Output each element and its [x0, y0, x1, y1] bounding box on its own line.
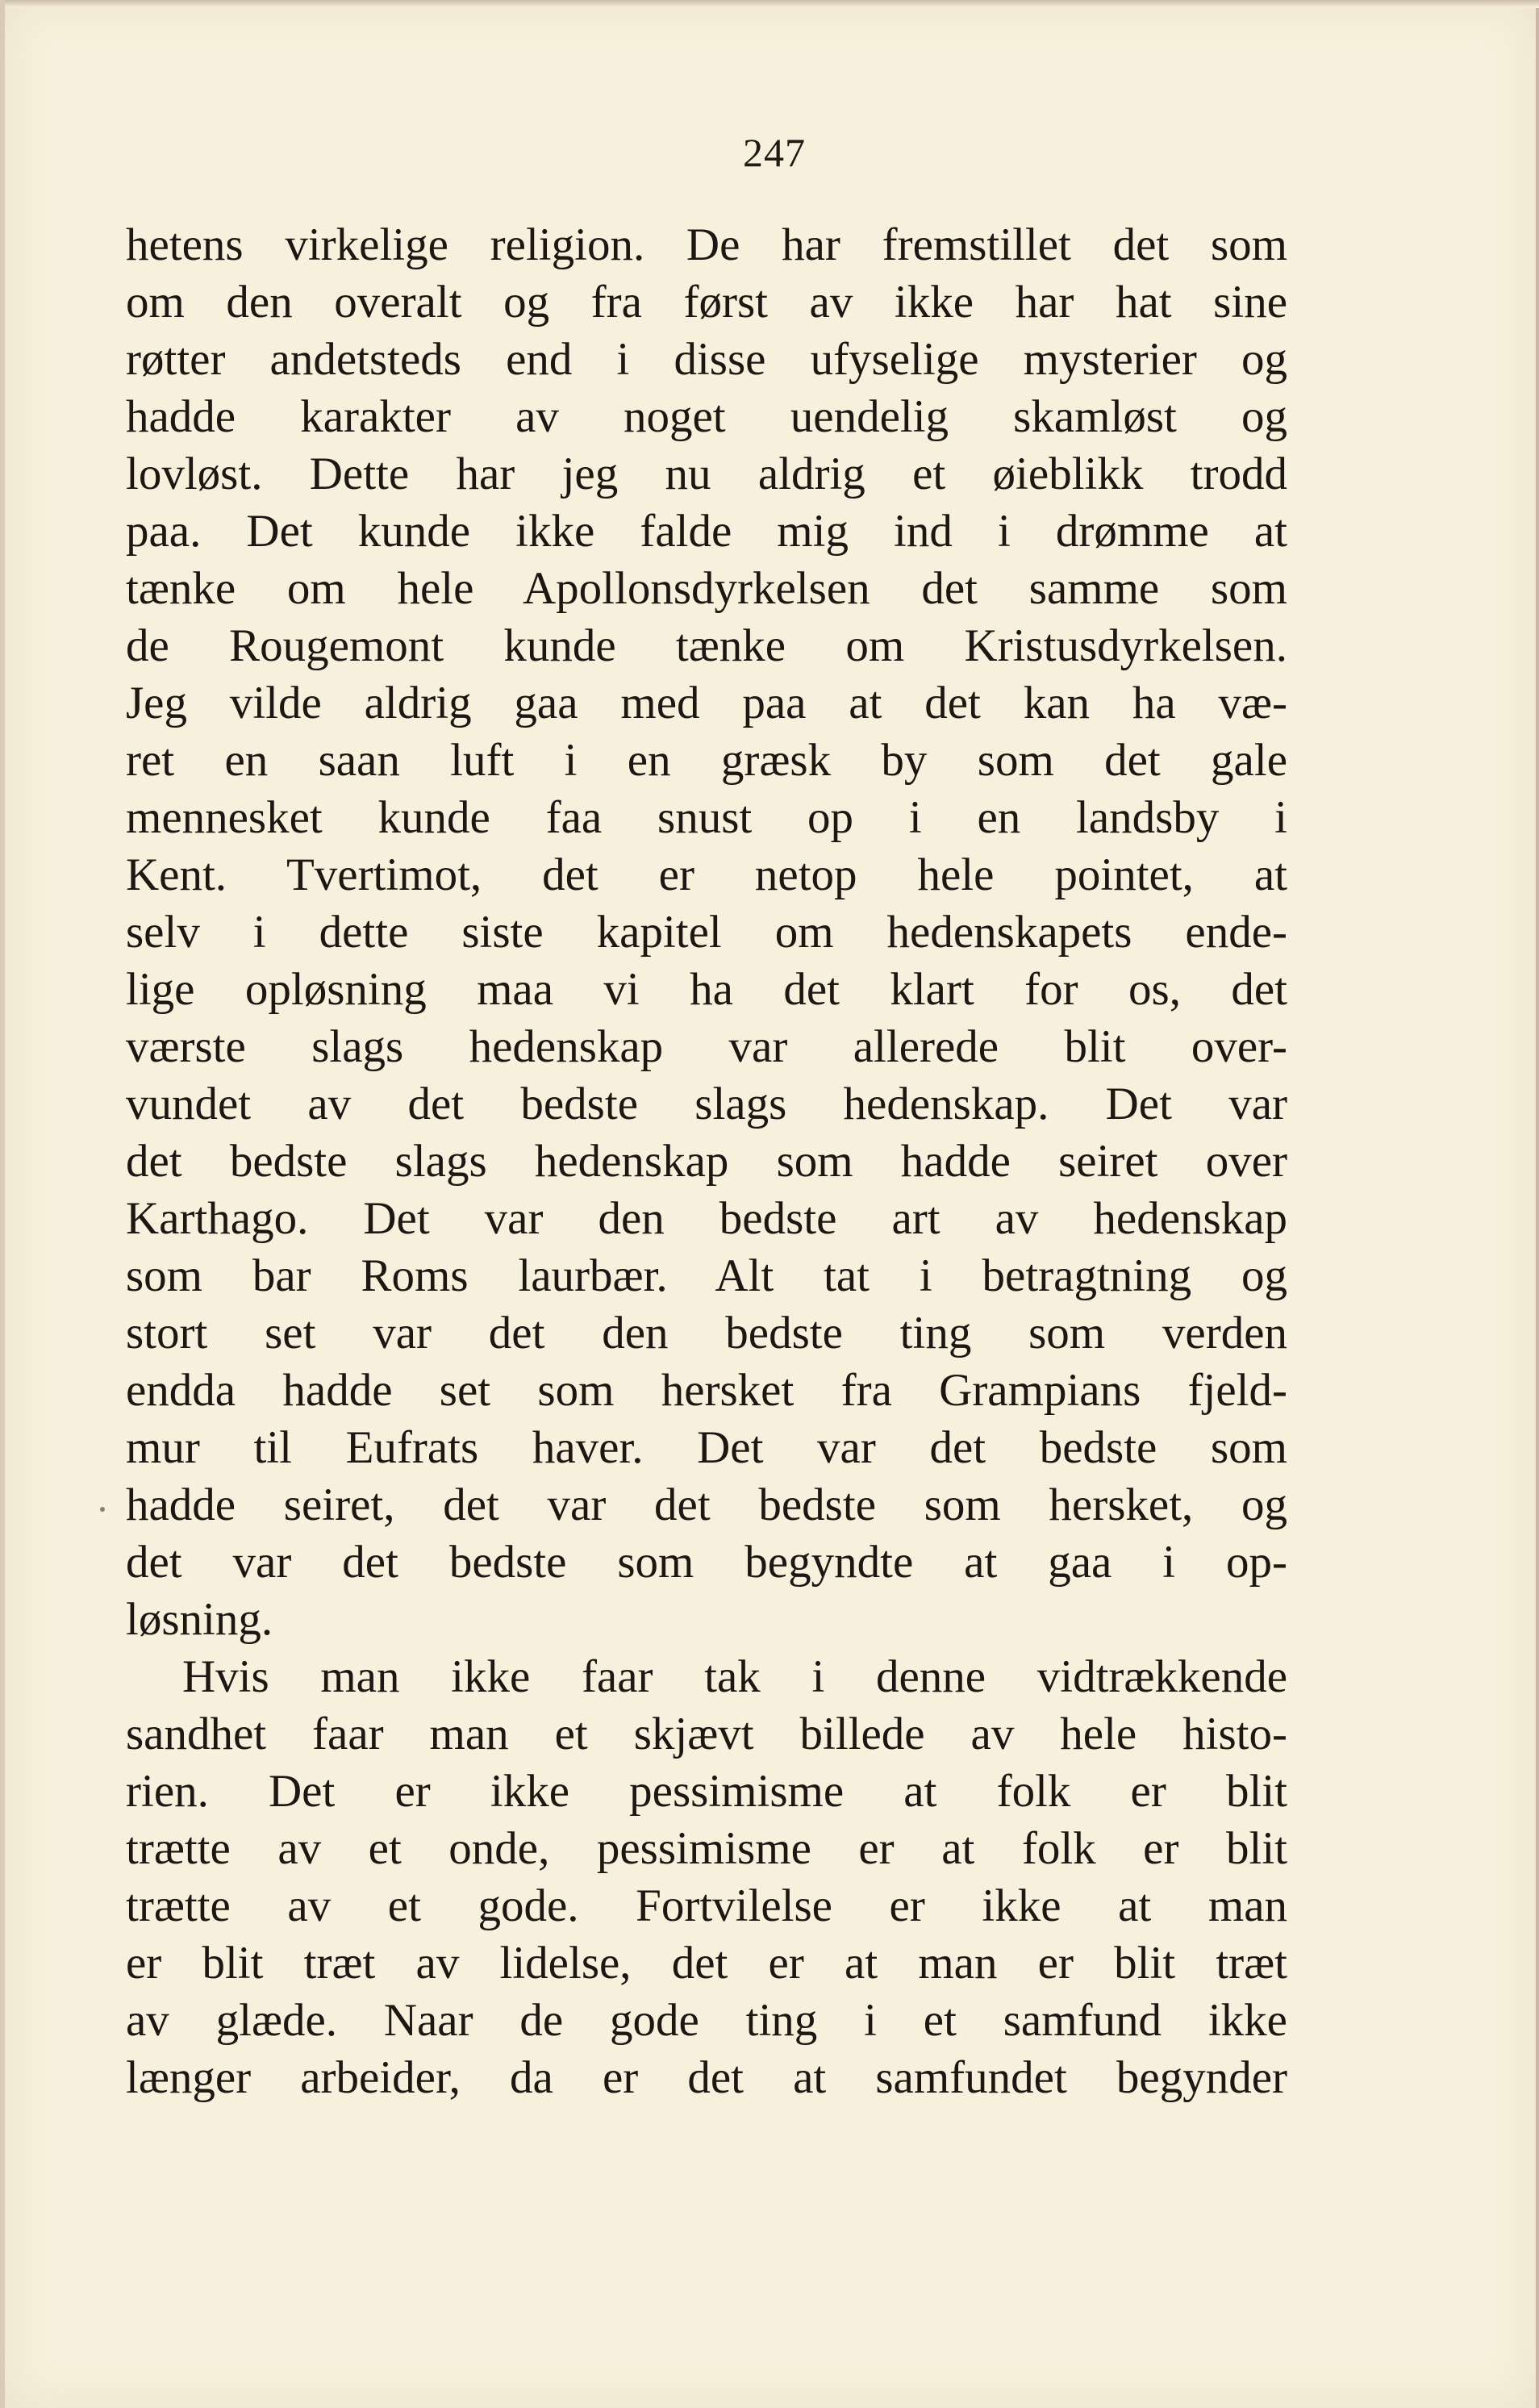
page-top-edge — [5, 0, 1539, 8]
text-line: hetens virkelige religion. De har fremstillet det som — [126, 219, 1287, 270]
body-text — [126, 216, 1287, 2106]
text-line: lovløst. Dette har jeg nu aldrig et øieblikk trodd — [126, 449, 1287, 499]
text-line: røtter andetsteds end i disse ufyselige mysterier og — [126, 334, 1287, 385]
text-line: stort set var det den bedste ting som verden — [126, 1308, 1287, 1358]
text-line: det bedste slags hedenskap som hadde seiret over — [126, 1136, 1287, 1187]
text-line: de Rougemont kunde tænke om Kristusdyrkelsen. — [126, 620, 1287, 671]
text-line: som bar Roms laurbær. Alt tat i betragtning og — [126, 1250, 1287, 1301]
text-line: lige opløsning maa vi ha det klart for os, det — [126, 964, 1287, 1015]
text-line: trætte av et onde, pessimisme er at folk er blit — [126, 1823, 1287, 1874]
text-line: Karthago. Det var den bedste art av hedenskap — [126, 1193, 1287, 1244]
text-line: tænke om hele Apollonsdyrkelsen det samme som — [126, 563, 1287, 614]
text-line: paa. Det kunde ikke falde mig ind i drømme at — [126, 506, 1287, 557]
text-line: mennesket kunde faa snust op i en landsby i — [126, 792, 1287, 843]
text-line: sandhet faar man et skjævt billede av hele histo- — [126, 1709, 1287, 1759]
page-number: 247 — [743, 130, 806, 175]
text-line: hadde seiret, det var det bedste som hersket, og — [126, 1479, 1287, 1530]
paragraph-start-line: Hvis man ikke faar tak i denne vidtrækkende — [182, 1651, 1287, 1702]
text-line: værste slags hedenskap var allerede blit over- — [126, 1021, 1287, 1072]
text-line: endda hadde set som hersket fra Grampians fjeld- — [126, 1365, 1287, 1416]
paragraph-end-line: løsning. — [126, 1594, 273, 1645]
text-line: Jeg vilde aldrig gaa med paa at det kan ha væ- — [126, 678, 1287, 728]
text-line: er blit træt av lidelse, det er at man er blit træt — [126, 1938, 1287, 1989]
text-line: rien. Det er ikke pessimisme at folk er blit — [126, 1766, 1287, 1817]
text-line: trætte av et gode. Fortvilelse er ikke at man — [126, 1880, 1287, 1931]
text-line: hadde karakter av noget uendelig skamløst og — [126, 391, 1287, 442]
text-line: Kent. Tvertimot, det er netop hele pointet, at — [126, 849, 1287, 900]
text-line: om den overalt og fra først av ikke har hat sine — [126, 277, 1287, 328]
text-line: selv i dette siste kapitel om hedenskapets ende- — [126, 907, 1287, 958]
margin-mark — [100, 1507, 105, 1512]
text-line: vundet av det bedste slags hedenskap. Det var — [126, 1079, 1287, 1129]
text-line: ret en saan luft i en græsk by som det gale — [126, 735, 1287, 786]
text-line: av glæde. Naar de gode ting i et samfund ikke — [126, 1995, 1287, 2046]
text-line: længer arbeider, da er det at samfundet begynder — [126, 2052, 1287, 2103]
text-line: det var det bedste som begyndte at gaa i op- — [126, 1537, 1287, 1588]
text-line: mur til Eufrats haver. Det var det bedste som — [126, 1422, 1287, 1473]
